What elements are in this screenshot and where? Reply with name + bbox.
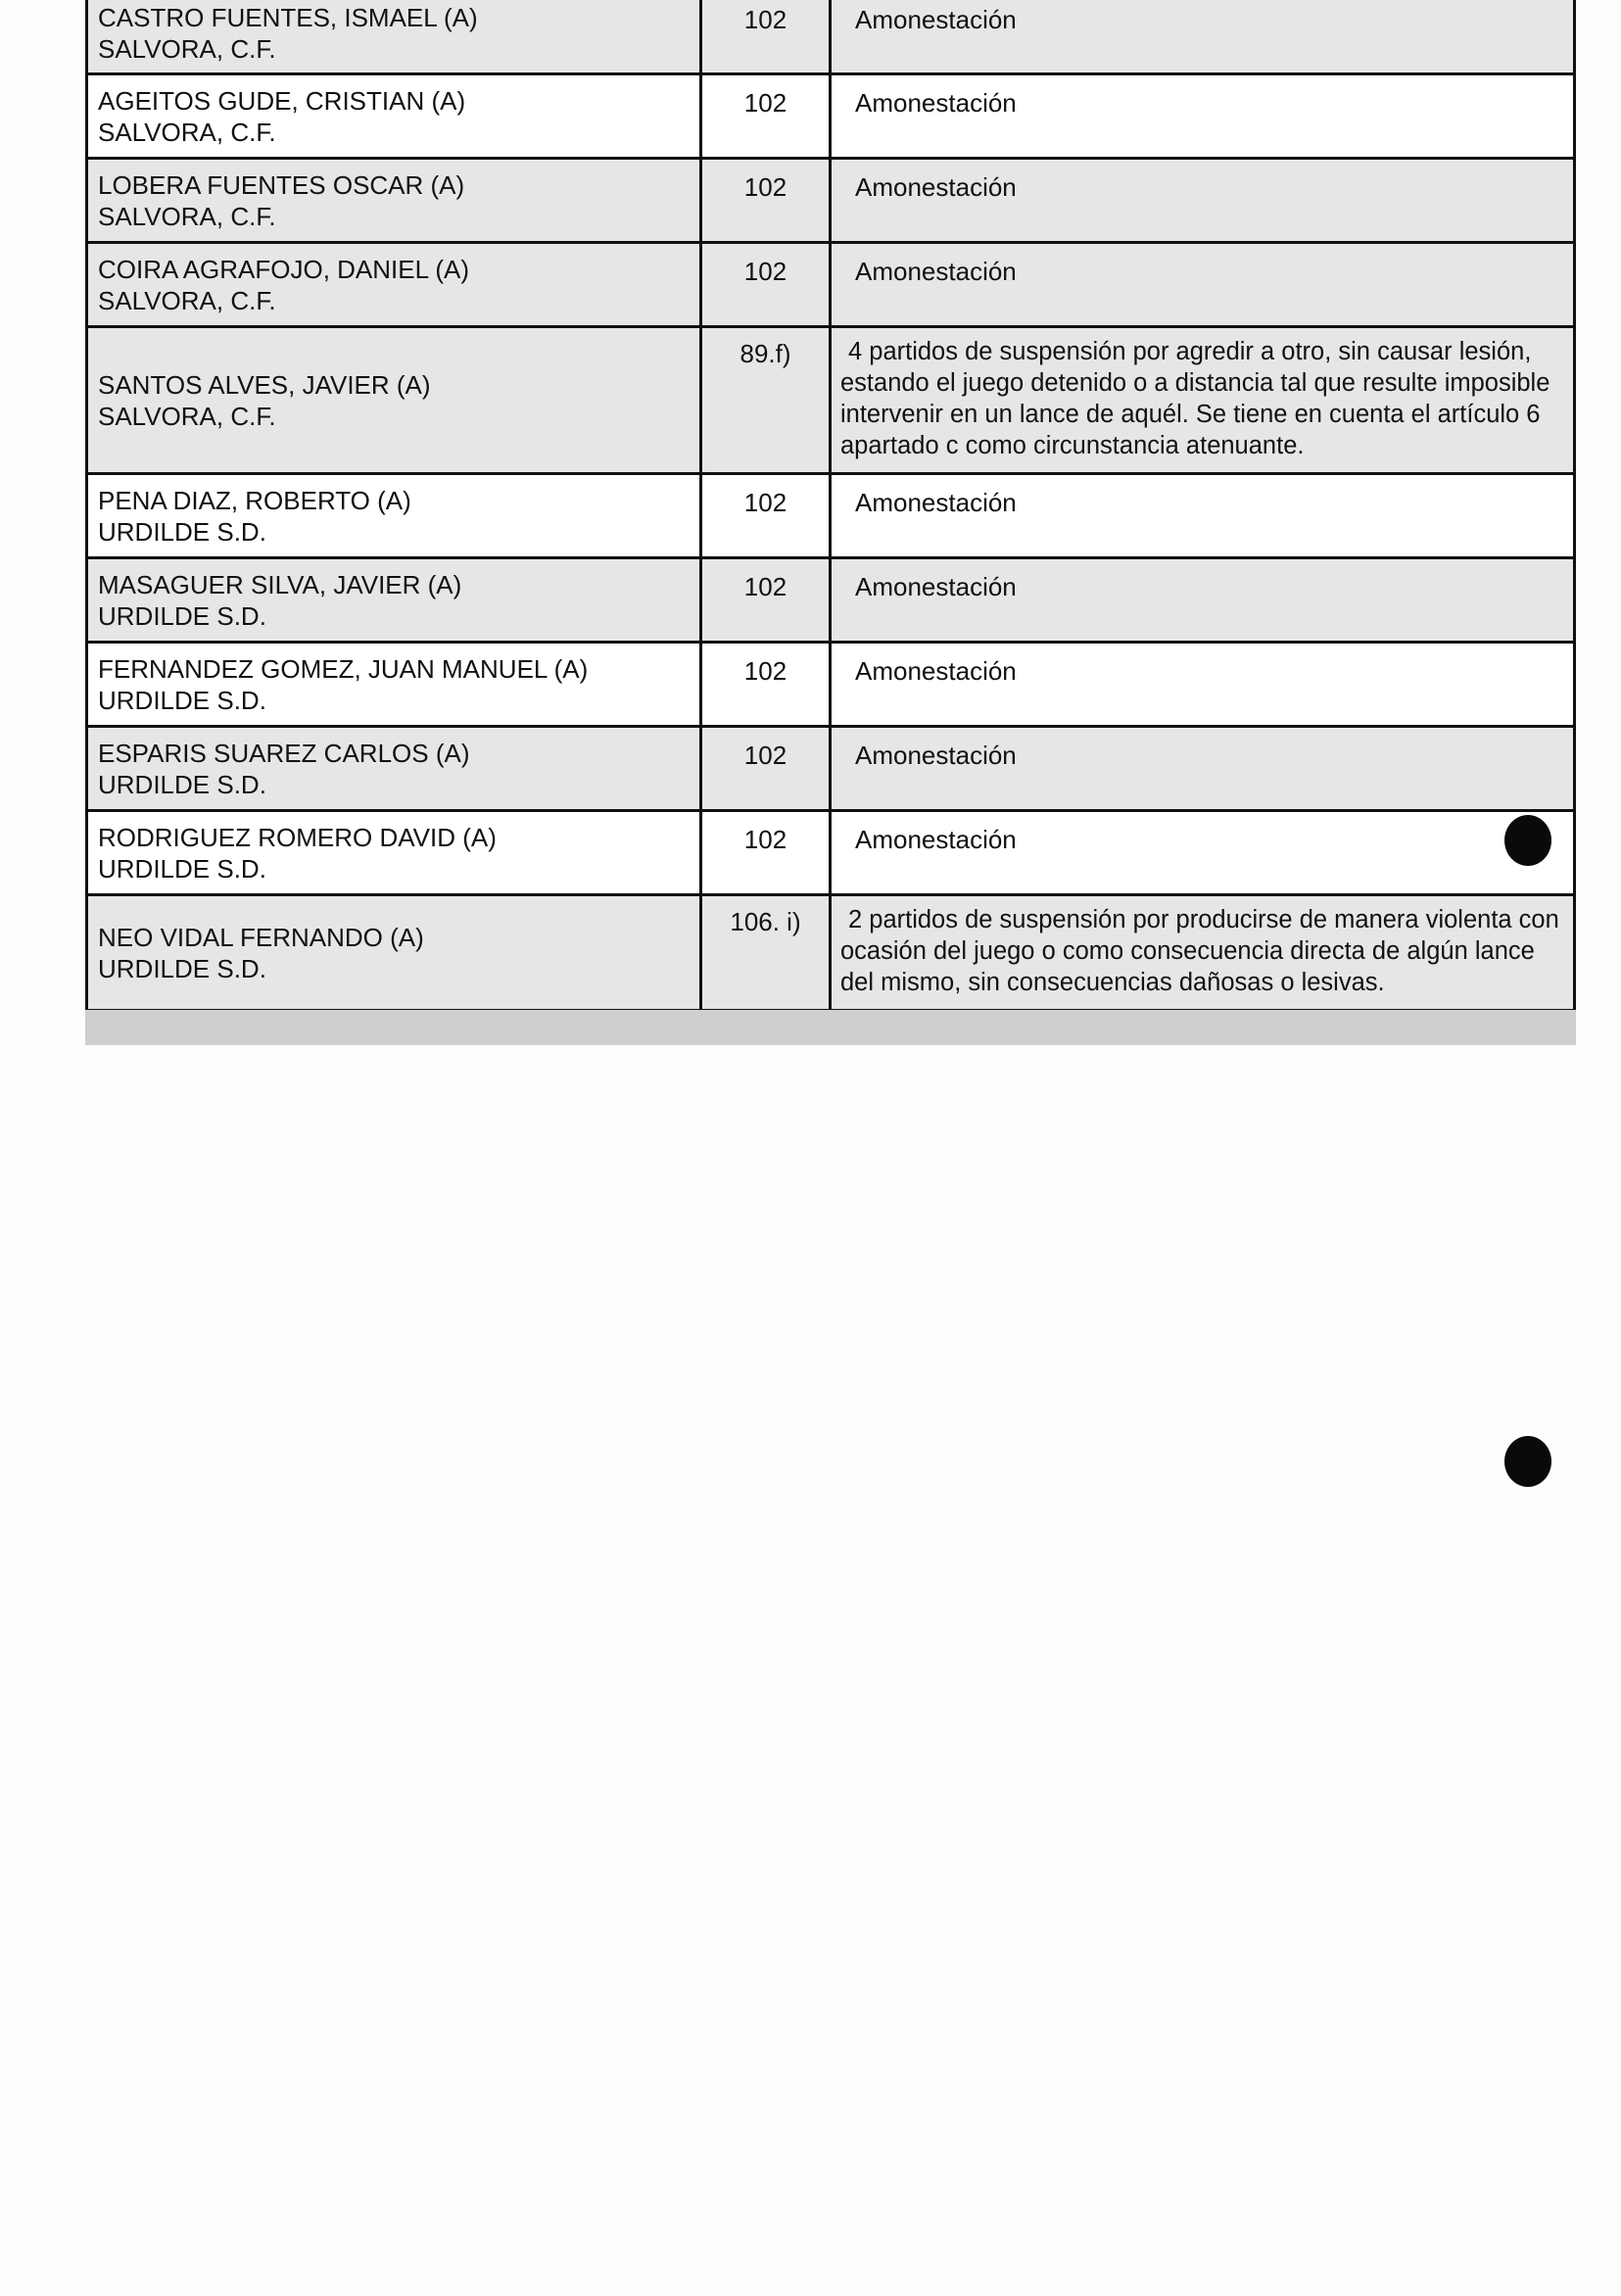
player-cell — [88, 475, 702, 556]
article-cell: 102 — [702, 160, 832, 241]
player-club: SALVORA, C.F. — [98, 34, 276, 64]
article-cell: 102 — [702, 0, 832, 72]
player-club: URDILDE S.D. — [98, 600, 266, 631]
player-cell — [88, 328, 702, 472]
player-name: RODRIGUEZ ROMERO DAVID (A) — [98, 822, 497, 852]
article-cell: 102 — [702, 559, 832, 641]
player-name: ESPARIS SUAREZ CARLOS (A) — [98, 738, 470, 768]
player-club: SALVORA, C.F. — [98, 117, 276, 147]
table-row — [88, 556, 1573, 641]
table-row — [88, 641, 1573, 725]
player-cell — [88, 644, 702, 725]
sanction-text: 4 partidos de suspensión por agredir a otro, sin causar lesión, estando el juego detenido o a distancia tal que resulte imposible intervenir en un lance de aquél. Se tiene en cuenta el artículo 6 apartado c como circunstancia atenuante. — [840, 338, 1550, 459]
table-row — [88, 72, 1573, 157]
article-cell: 106. i) — [702, 896, 832, 1009]
player-club: URDILDE S.D. — [98, 853, 266, 884]
player-cell — [88, 0, 702, 72]
table-row — [88, 157, 1573, 241]
player-club: SALVORA, C.F. — [98, 401, 276, 431]
player-name: SANTOS ALVES, JAVIER (A) — [98, 369, 431, 400]
sanction-cell: Amonestación — [855, 5, 1017, 34]
player-cell — [88, 75, 702, 157]
sanction-cell — [832, 896, 1573, 1009]
sanction-cell: Amonestación — [855, 741, 1017, 770]
player-cell — [88, 244, 702, 325]
sanction-text: 2 partidos de suspensión por producirse de manera violenta con ocasión del juego o como consecuencia directa de algún lance del mismo, sin consecuencias dañosas o lesivas. — [840, 906, 1559, 996]
article-cell: 102 — [702, 475, 832, 556]
sanction-cell: Amonestación — [855, 88, 1017, 118]
player-cell — [88, 160, 702, 241]
table-row — [88, 893, 1573, 1009]
sanction-cell: Amonestación — [855, 572, 1017, 601]
sanctions-table — [85, 0, 1576, 1012]
player-name: NEO VIDAL FERNANDO (A) — [98, 922, 424, 952]
player-club: SALVORA, C.F. — [98, 285, 276, 315]
player-name: COIRA AGRAFOJO, DANIEL (A) — [98, 254, 469, 284]
player-name: CASTRO FUENTES, ISMAEL (A) — [98, 3, 478, 32]
player-club: SALVORA, C.F. — [98, 201, 276, 231]
table-row — [88, 0, 1573, 72]
sanction-cell: Amonestación — [855, 172, 1017, 202]
sanction-cell: Amonestación — [855, 488, 1017, 517]
table-row — [88, 325, 1573, 472]
player-name: MASAGUER SILVA, JAVIER (A) — [98, 569, 462, 599]
sanction-cell: Amonestación — [855, 825, 1017, 854]
scan-grey-band — [85, 1010, 1576, 1045]
article-cell: 102 — [702, 728, 832, 809]
sanction-cell — [832, 328, 1573, 472]
article-cell: 102 — [702, 75, 832, 157]
player-cell — [88, 559, 702, 641]
player-cell — [88, 728, 702, 809]
player-cell — [88, 896, 702, 1009]
table-row — [88, 472, 1573, 556]
player-name: PENA DIAZ, ROBERTO (A) — [98, 485, 411, 515]
article-cell: 102 — [702, 244, 832, 325]
sanction-cell: Amonestación — [855, 656, 1017, 686]
player-club: URDILDE S.D. — [98, 685, 266, 715]
punch-hole-mark — [1504, 815, 1551, 866]
punch-hole-mark — [1504, 1436, 1551, 1487]
player-club: URDILDE S.D. — [98, 769, 266, 799]
article-cell: 89.f) — [702, 328, 832, 472]
article-cell: 102 — [702, 644, 832, 725]
table-row — [88, 809, 1573, 893]
article-cell: 102 — [702, 812, 832, 893]
table-row — [88, 241, 1573, 325]
player-cell — [88, 812, 702, 893]
player-club: URDILDE S.D. — [98, 516, 266, 547]
player-name: AGEITOS GUDE, CRISTIAN (A) — [98, 85, 466, 116]
player-name: LOBERA FUENTES OSCAR (A) — [98, 169, 465, 200]
sanction-cell: Amonestación — [855, 257, 1017, 286]
player-name: FERNANDEZ GOMEZ, JUAN MANUEL (A) — [98, 653, 589, 684]
player-club: URDILDE S.D. — [98, 953, 266, 983]
table-row — [88, 725, 1573, 809]
